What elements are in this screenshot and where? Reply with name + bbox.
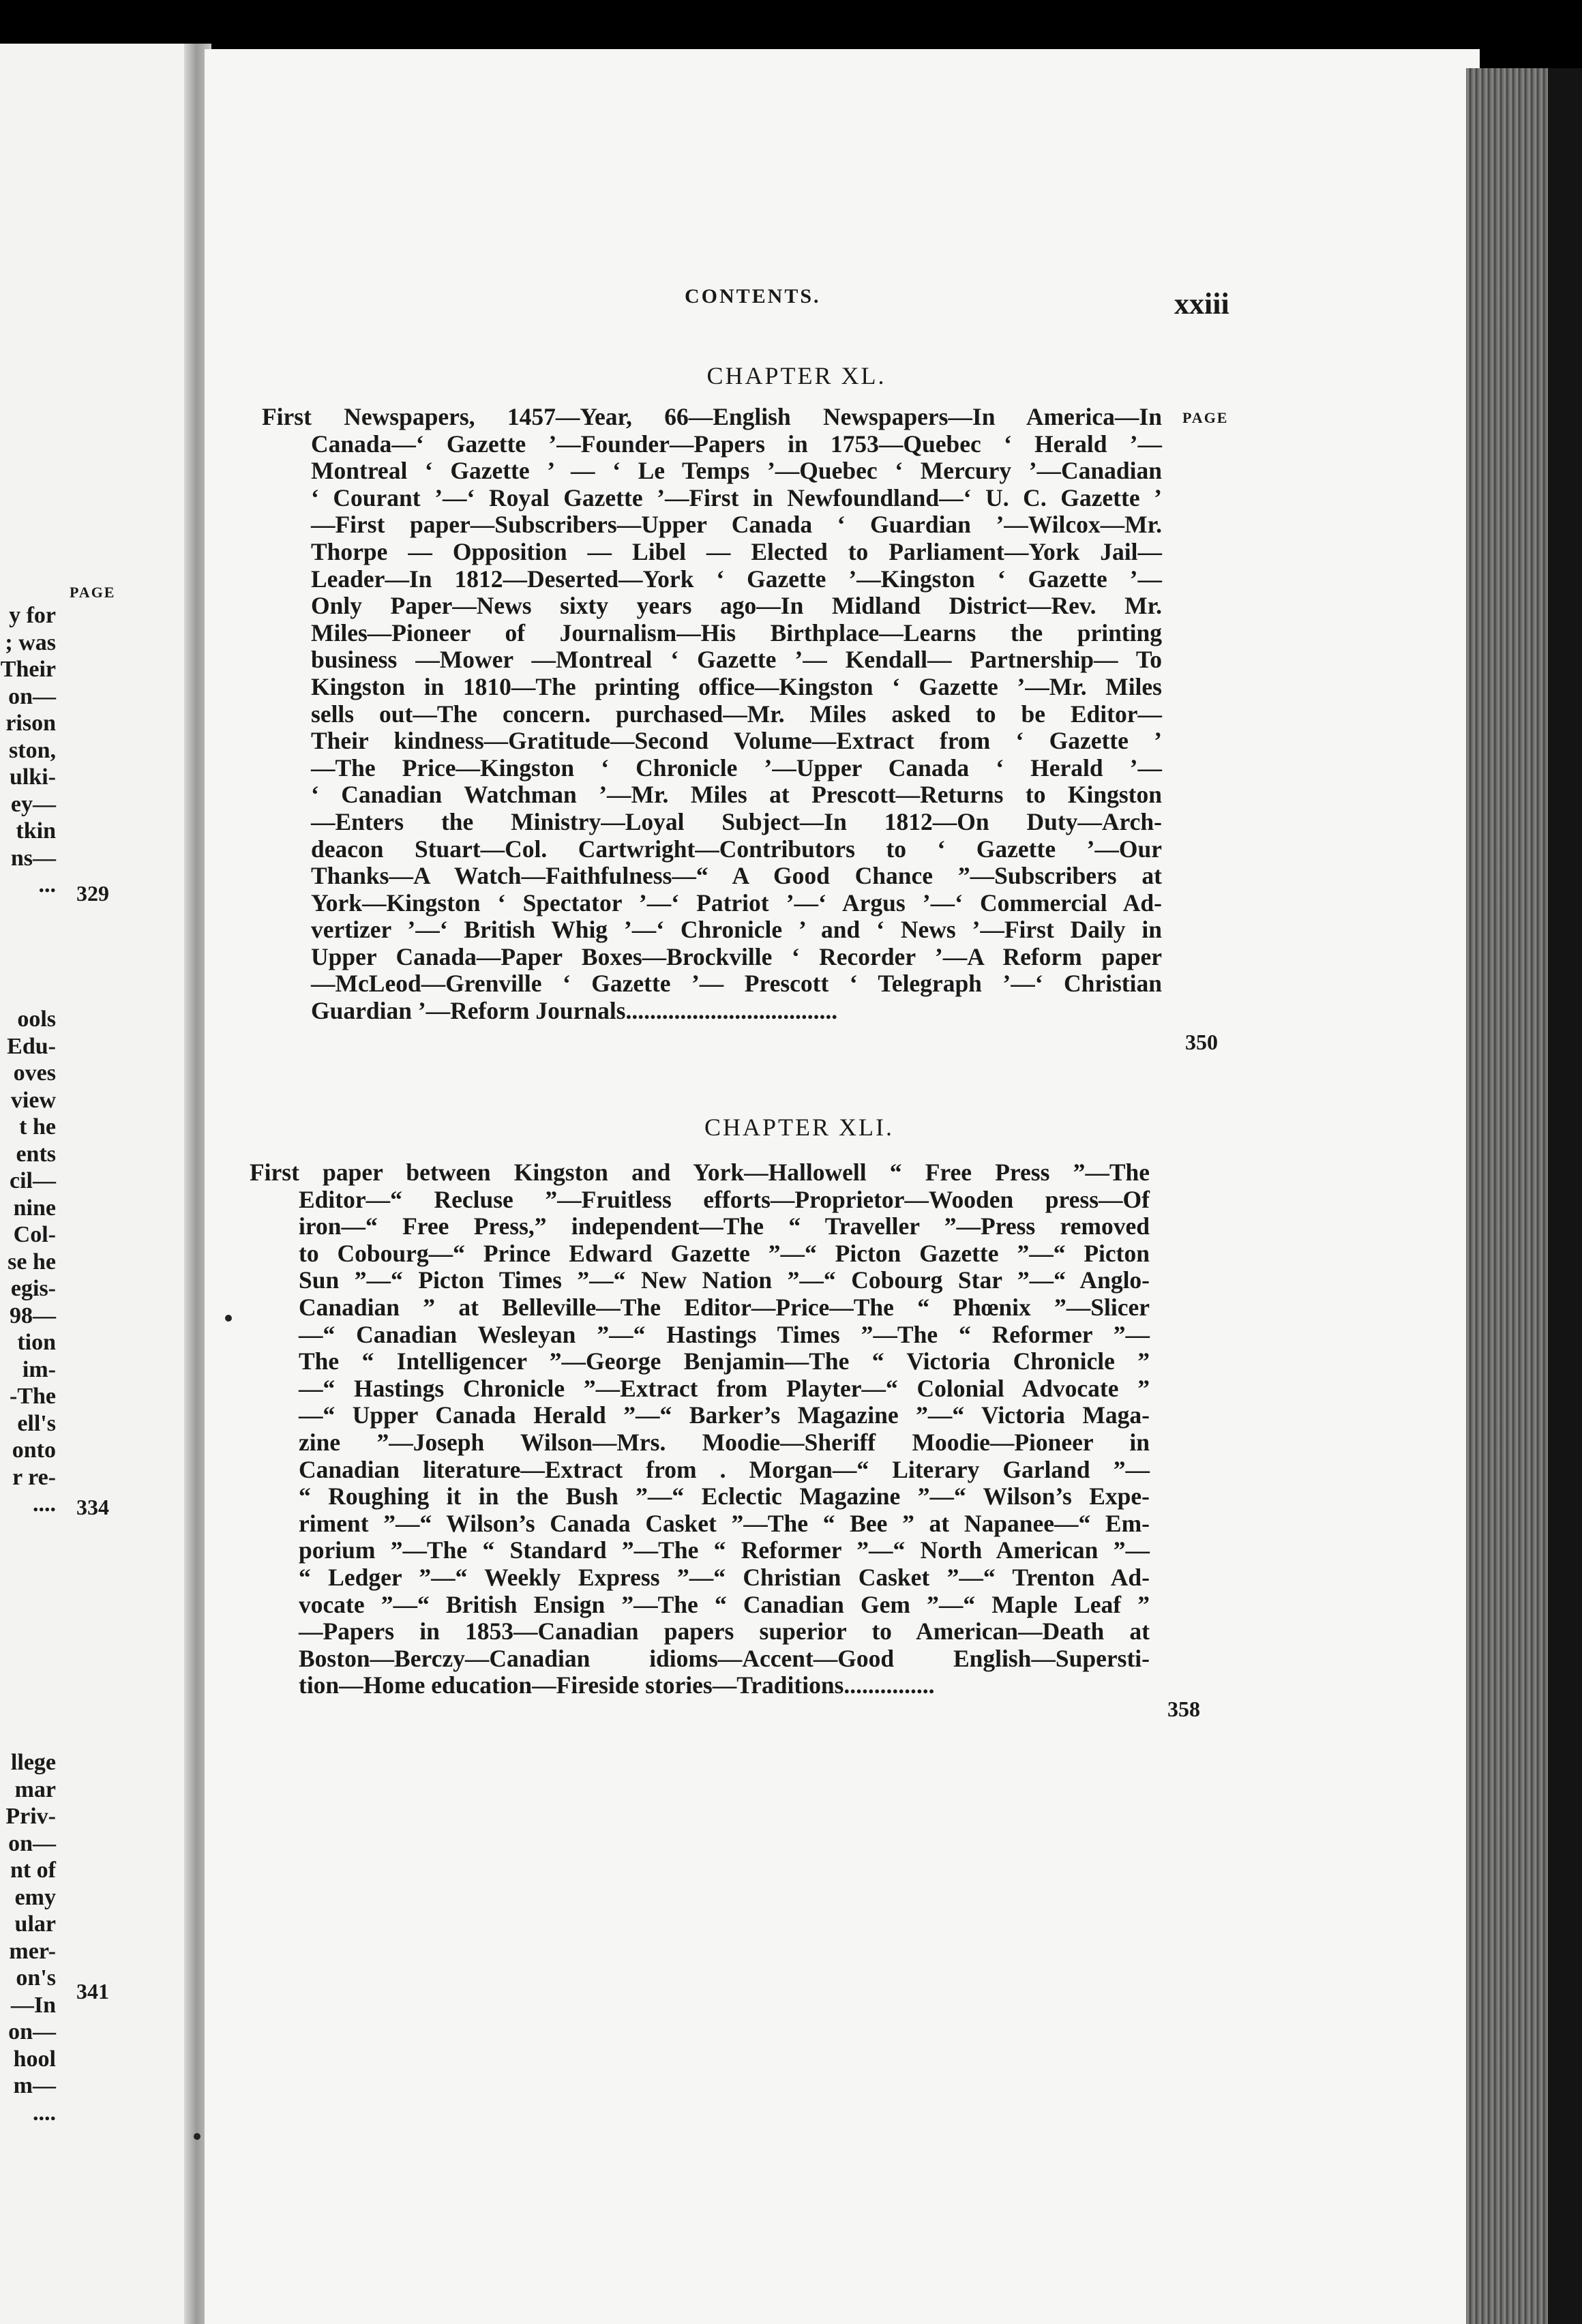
left-page-fragment-line: ulki-: [9, 764, 56, 790]
summary-line: sells out—The concern. purchased—Mr. Miles asked to be Editor—: [311, 700, 1162, 728]
summary-line: zine ”—Joseph Wilson—Mrs. Moodie—Sheriff Moodie—Pioneer in: [299, 1428, 1150, 1456]
left-page-fragment-line: mar: [14, 1776, 56, 1802]
running-head: CONTENTS.: [685, 285, 821, 308]
left-page-fragment-line: llege: [10, 1750, 56, 1775]
left-page-fragment-line: ell's: [17, 1410, 56, 1436]
summary-line: ‘ Canadian Watchman ’—Mr. Miles at Prescott—Returns to Kingston: [311, 781, 1162, 809]
ink-speck: [225, 1315, 232, 1322]
summary-line: “ Ledger ”—“ Weekly Express ”—“ Christian Casket ”—“ Trenton Ad-: [299, 1563, 1150, 1591]
summary-line: riment ”—“ Wilson’s Canada Casket ”—The “ Bee ” at Napanee—“ Em-: [299, 1509, 1150, 1537]
summary-line: Kingston in 1810—The printing office—Kingston ‘ Gazette ’—Mr. Miles: [311, 672, 1162, 700]
summary-line: Leader—In 1812—Deserted—York ‘ Gazette ’—Kingston ‘ Gazette ’—: [311, 565, 1162, 593]
summary-line: —The Price—Kingston ‘ Chronicle ’—Upper Canada ‘ Herald ’—: [311, 754, 1162, 781]
summary-line: —“ Upper Canada Herald ”—“ Barker’s Magazine ”—“ Victoria Maga-: [299, 1401, 1150, 1429]
left-page-fragment-line: —In: [10, 1992, 56, 2018]
chapter-page-ref: 358: [1167, 1697, 1200, 1721]
summary-line: —“ Canadian Wesleyan ”—“ Hastings Times ”—The “ Reformer ”—: [299, 1320, 1150, 1348]
ink-speck: [194, 2133, 200, 2140]
summary-line: business —Mower —Montreal ‘ Gazette ’— Kendall— Partnership— To: [311, 646, 1162, 674]
left-page-fragment-line: ey—: [10, 791, 56, 817]
left-page-fragment-line: ools: [17, 1007, 56, 1032]
summary-line: —First paper—Subscribers—Upper Canada ‘ Guardian ’—Wilcox—Mr.: [311, 511, 1162, 539]
left-page-fragment-line: nine: [13, 1195, 56, 1221]
left-page-fragment-line: m—: [13, 2073, 56, 2098]
left-page-fragment-line: y for: [9, 603, 56, 628]
left-page-fragment-line: view: [10, 1087, 56, 1113]
left-page-fragment-line: ston,: [9, 737, 56, 763]
left-page-fragment-line: mer-: [9, 1938, 56, 1964]
bleed-through-text: [627, 1727, 633, 1754]
left-page-fragment-line: rison: [5, 711, 56, 736]
left-page-fragment-line: ns—: [10, 845, 56, 871]
left-page-fragment-line: tion: [17, 1330, 56, 1355]
summary-line: Upper Canada—Paper Boxes—Brockville ‘ Recorder ’—A Reform paper: [311, 942, 1162, 970]
summary-line: Thorpe — Opposition — Libel — Elected to Parliament—York Jail—: [311, 537, 1162, 565]
chapter-summary: [262, 404, 1162, 1025]
summary-line: First paper between Kingston and York—Hallowell “ Free Press ”—The: [250, 1159, 1150, 1186]
summary-line: ‘ Courant ’—‘ Royal Gazette ’—First in Newfoundland—‘ U. C. Gazette ’: [311, 483, 1162, 511]
left-page-fragment-line: ; was: [5, 629, 56, 655]
left-page-fragment: [0, 44, 199, 2324]
summary-line: York—Kingston ‘ Spectator ’—‘ Patriot ’—‘ Argus ’—‘ Commercial Ad-: [311, 889, 1162, 917]
summary-line: deacon Stuart—Col. Cartwright—Contributors to ‘ Gazette ’—Our: [311, 835, 1162, 863]
left-page-fragment-line: ents: [16, 1141, 56, 1167]
left-page-fragment-line: cil—: [10, 1168, 56, 1193]
left-page-number: 341: [76, 1979, 109, 2003]
left-page-fragment-line: nt of: [10, 1858, 56, 1883]
left-page-fragment-line: tkin: [16, 818, 56, 844]
summary-line: porium ”—The “ Standard ”—The “ Reformer ”—“ North American ”—: [299, 1536, 1150, 1564]
summary-line: —“ Hastings Chronicle ”—Extract from Playter—“ Colonial Advocate ”: [299, 1374, 1150, 1402]
left-page-fragment-line: Priv-: [5, 1804, 56, 1829]
chapter-heading: CHAPTER XL.: [706, 362, 886, 389]
left-page-fragment-line: on—: [8, 1830, 56, 1856]
summary-line: —Enters the Ministry—Loyal Subject—In 1812—On Duty—Arch-: [311, 807, 1162, 835]
summary-line: Miles—Pioneer of Journalism—His Birthplace—Learns the printing: [311, 619, 1162, 646]
left-page-fragment-line: t he: [19, 1114, 56, 1139]
summary-line: Canadian literature—Extract from . Morgan—“ Literary Garland ”—: [299, 1455, 1150, 1483]
left-page-fragment-line: Edu-: [7, 1033, 56, 1059]
summary-line: Guardian ’—Reform Journals...................................: [311, 997, 838, 1025]
summary-line: —McLeod—Grenville ‘ Gazette ’— Prescott ‘ Telegraph ’—‘ Christian: [311, 970, 1162, 998]
page-folio: xxiii: [1174, 287, 1229, 321]
summary-line: Editor—“ Recluse ”—Fruitless efforts—Proprietor—Wooden press—Of: [299, 1185, 1150, 1213]
summary-line: First Newspapers, 1457—Year, 66—English Newspapers—In America—In: [262, 403, 1162, 430]
left-page-fragment-line: se he: [8, 1249, 56, 1275]
chapter-page-ref: 350: [1185, 1030, 1218, 1054]
left-page-fragment-line: im-: [22, 1356, 56, 1382]
summary-line: to Cobourg—“ Prince Edward Gazette ”—“ Picton Gazette ”—“ Picton: [299, 1239, 1150, 1267]
left-page-number: 334: [76, 1495, 109, 1519]
left-page-fragment-line: r re-: [12, 1464, 56, 1490]
summary-line: Boston—Berczy—Canadian idioms—Accent—Good English—Supersti-: [299, 1644, 1150, 1672]
summary-line: “ Roughing it in the Bush ”—“ Eclectic Magazine ”—“ Wilson’s Expe-: [299, 1483, 1150, 1510]
summary-line: Thanks—A Watch—Faithfulness—“ A Good Chance ”—Subscribers at: [311, 862, 1162, 890]
left-page-fragment-line: ular: [14, 1911, 56, 1937]
summary-line: Canada—‘ Gazette ’—Founder—Papers in 1753—Quebec ‘ Herald ’—: [311, 430, 1162, 458]
summary-line: vocate ”—“ British Ensign ”—The “ Canadian Gem ”—“ Maple Leaf ”: [299, 1590, 1150, 1618]
summary-line: tion—Home education—Fireside stories—Traditions...............: [299, 1671, 935, 1699]
left-page-fragment-line: Col-: [13, 1222, 56, 1247]
summary-line: Only Paper—News sixty years ago—In Midland District—Rev. Mr.: [311, 592, 1162, 620]
summary-line: Their kindness—Gratitude—Second Volume—Extract from ‘ Gazette ’: [311, 727, 1162, 755]
left-page-label: PAGE: [70, 584, 116, 601]
left-page-fragment-line: -The: [10, 1384, 56, 1409]
summary-line: —Papers in 1853—Canadian papers superior to American—Death at: [299, 1618, 1150, 1645]
chapter-heading: CHAPTER XLI.: [704, 1114, 894, 1141]
left-page-fragment-line: Their: [0, 657, 56, 682]
summary-line: iron—“ Free Press,” independent—The “ Traveller ”—Press removed: [299, 1212, 1150, 1240]
left-page-fragment-line: egis-: [10, 1276, 56, 1301]
summary-line: Montreal ‘ Gazette ’ — ‘ Le Temps ’—Quebec ‘ Mercury ’—Canadian: [311, 457, 1162, 485]
left-page-fragment-line: ....: [33, 1491, 56, 1517]
chapter-summary: [250, 1159, 1150, 1699]
summary-line: Sun ”—“ Picton Times ”—“ New Nation ”—“ Cobourg Star ”—“ Anglo-: [299, 1266, 1150, 1294]
left-page-fragment-line: ...: [38, 872, 56, 897]
summary-line: vertizer ’—‘ British Whig ’—‘ Chronicle ’ and ‘ News ’—First Daily in: [311, 916, 1162, 944]
left-page-fragment-line: hool: [13, 2046, 56, 2072]
summary-line: The “ Intelligencer ”—George Benjamin—The “ Victoria Chronicle ”: [299, 1347, 1150, 1375]
page-column-label: PAGE: [1182, 409, 1229, 426]
book-edge: [1466, 68, 1582, 2324]
left-page-fragment-line: on—: [8, 683, 56, 709]
summary-line: Canadian ” at Belleville—The Editor—Price—The “ Phœnix ”—Slicer: [299, 1293, 1150, 1321]
left-page-fragment-line: emy: [14, 1884, 56, 1910]
left-page-number: 329: [76, 881, 109, 906]
left-page-fragment-line: on's: [16, 1965, 56, 1991]
left-page-fragment-line: oves: [13, 1060, 56, 1086]
left-page-fragment-line: 98—: [10, 1302, 56, 1328]
left-page-fragment-line: onto: [12, 1437, 56, 1463]
left-page-fragment-line: on—: [8, 2019, 56, 2044]
left-page-fragment-line: ....: [33, 2100, 56, 2126]
